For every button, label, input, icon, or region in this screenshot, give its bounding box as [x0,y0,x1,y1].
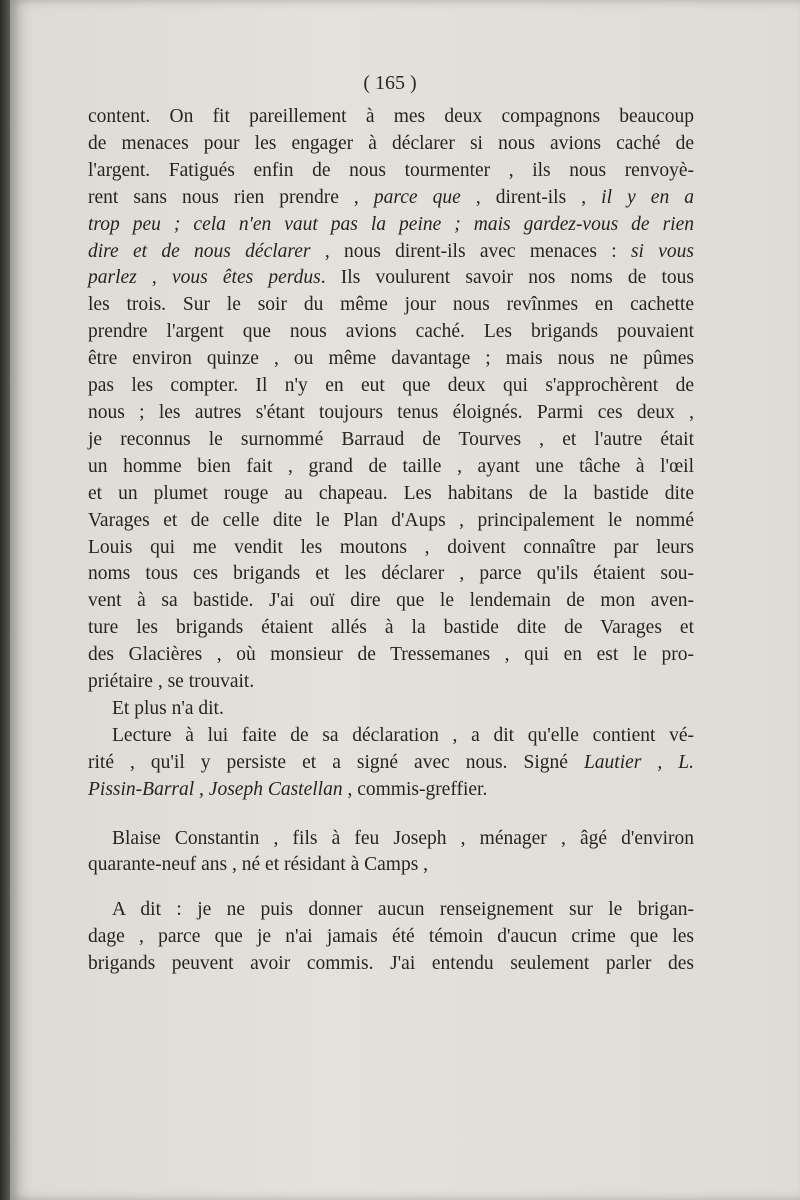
text-segment: vent à sa bastide. J'ai ouï dire que le lendemain de mon aven- [88,590,694,612]
italic-text: trop peu ; cela n'en vaut pas la peine ; mais gardez-vous de rien [88,213,694,235]
text-line [88,615,694,642]
text-line [88,588,694,615]
text-line [88,292,694,319]
text-line [88,239,694,266]
text-segment: Lecture à lui faite de sa déclaration , a dit qu'elle contient vé- [112,724,694,746]
text-line [88,723,694,750]
italic-text: si vous [630,240,695,262]
text-segment: , dirent-ils , [460,186,602,208]
book-page [10,0,800,1200]
text-line [88,481,694,508]
italic-text: dire et de nous déclarer [88,240,311,262]
text-segment: des Glacières , où monsieur de Tressemanes , qui en est le pro- [88,644,694,666]
book-binding [0,0,10,1200]
text-segment: l'argent. Fatigués enfin de nous tourmenter , ils nous renvoyè- [88,159,694,181]
text-line [88,897,694,924]
text-segment: rent sans nous rien prendre , [88,186,374,208]
text-line [88,508,694,535]
text-line [88,319,694,346]
text-segment: content. On fit pareillement à mes deux compagnons beaucoup [88,106,694,127]
text-segment: et un plumet rouge au chapeau. Les habitans de la bastide dite [88,482,694,504]
text-line [88,924,694,951]
text-segment: Louis qui me vendit les moutons , doivent connaître par leurs [88,536,694,558]
text-line [88,346,694,373]
text-line [88,561,694,588]
body-text [88,104,694,978]
text-line [88,454,694,481]
text-segment: être environ quinze , ou même davantage ; mais nous ne pûmes [88,348,694,370]
text-line [88,696,694,723]
text-segment: Blaise Constantin , fils à feu Joseph , ménager , âgé d'environ [112,827,694,849]
text-segment: les trois. Sur le soir du même jour nous revînmes en cachette [88,294,694,316]
text-segment: rité , qu'il y persiste et a signé avec nous. Signé [88,751,584,773]
text-line [88,400,694,427]
text-segment: noms tous ces brigands et les déclarer , parce qu'ils étaient sou- [88,563,694,585]
text-segment: prendre l'argent que nous avions caché. Les brigands pouvaient [88,321,694,343]
italic-text: parce que [373,186,461,208]
page-number: ( 165 ) [363,72,417,94]
text-line [88,852,694,879]
text-line [88,535,694,562]
text-segment: ture les brigands étaient allés à la bastide dite de Varages et [88,617,694,639]
text-line [88,373,694,400]
text-segment: nous ; les autres s'étant toujours tenus éloignés. Parmi ces deux , [88,401,694,423]
italic-text: Lautier , L. [583,751,694,773]
text-line [88,642,694,669]
text-segment: je reconnus le surnommé Barraud de Tourves , et l'autre était [88,428,694,450]
text-segment: dage , parce que je n'ai jamais été témoin d'aucun crime que les [88,926,694,948]
text-line [88,131,694,158]
italic-text: parlez , vous êtes perdus [88,267,321,289]
text-segment: pas les compter. Il n'y en eut que deux qui s'approchèrent de [88,375,694,397]
text-line [88,104,694,131]
text-segment: , commis-greffier. [342,778,488,800]
text-segment: Et plus n'a dit. [112,697,224,719]
text-line [88,669,694,696]
paragraph-gap [88,879,694,897]
italic-text: il y en a [601,186,695,208]
text-segment: de menaces pour les engager à déclarer si nous avions caché de [88,132,694,154]
text-segment: quarante-neuf ans , né et résidant à Camps , [88,854,429,876]
text-segment: , nous dirent-ils avec menaces : [310,240,631,262]
text-segment: priétaire , se trouvait. [88,671,255,693]
text-line [88,158,694,185]
text-line [88,750,694,777]
text-line [88,212,694,239]
text-line [88,265,694,292]
text-segment: . Ils voulurent savoir nos noms de tous [320,267,694,289]
text-segment: brigands peuvent avoir commis. J'ai entendu seulement parler des [88,953,694,975]
paragraph-gap [88,804,694,826]
text-segment: un homme bien fait , grand de taille , ayant une tâche à l'œil [88,455,694,477]
text-line [88,185,694,212]
text-segment: Varages et de celle dite le Plan d'Aups , principalement le nommé [88,509,694,531]
text-line [88,427,694,454]
text-line [88,777,694,804]
text-line [88,826,694,853]
text-segment: A dit : je ne puis donner aucun renseignement sur le brigan- [112,899,694,921]
text-line [88,951,694,978]
italic-text: Pissin-Barral , Joseph Castellan [88,778,343,800]
